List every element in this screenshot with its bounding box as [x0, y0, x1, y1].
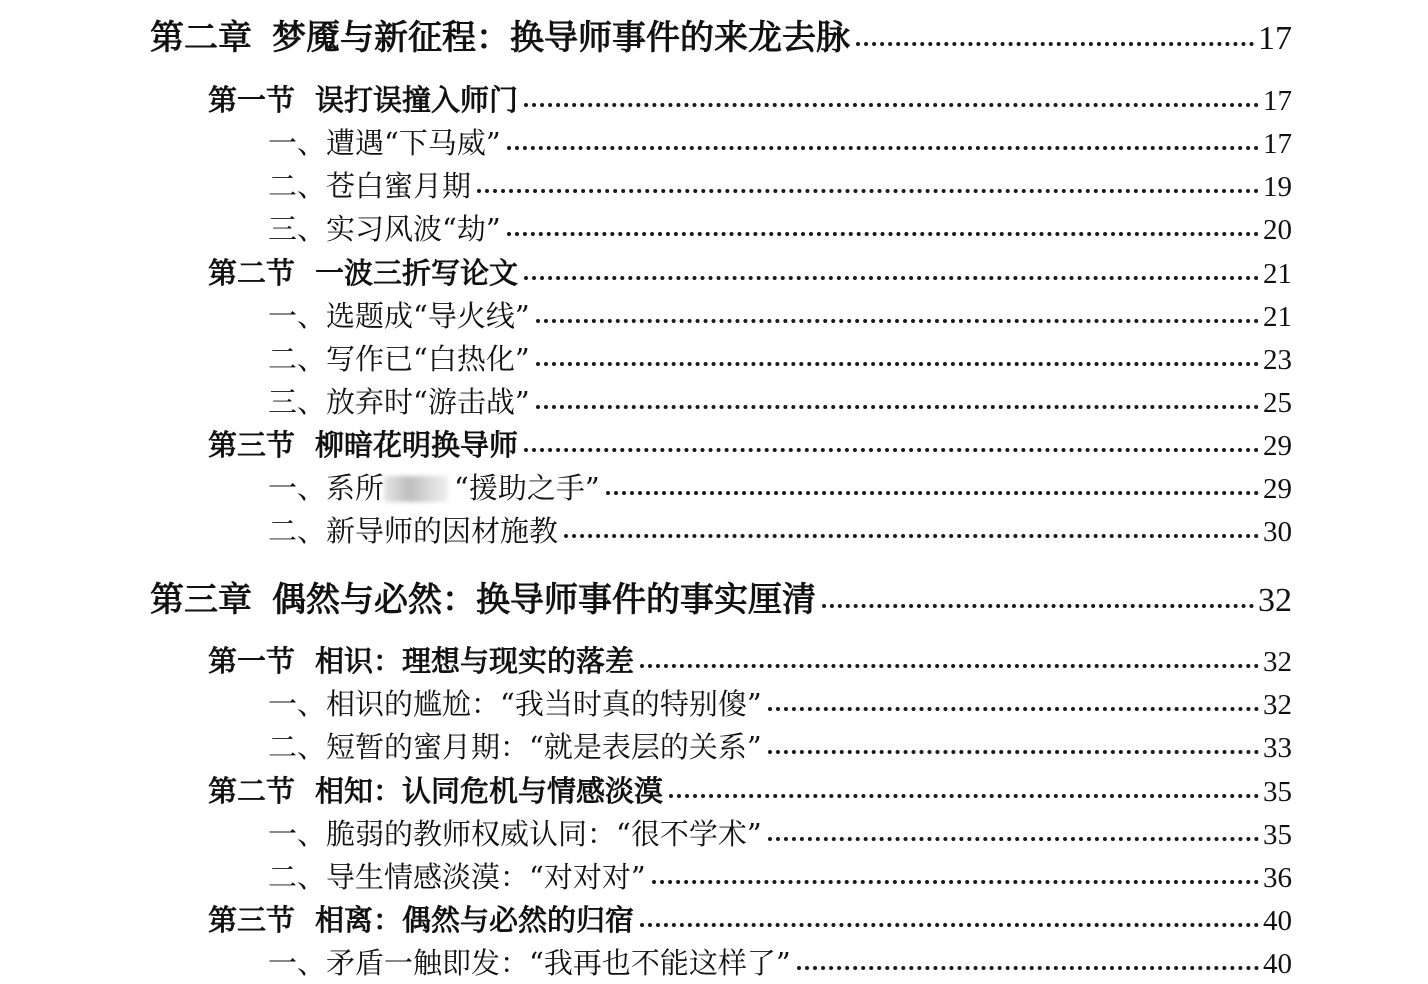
item-title: 二、写作已“白热化”: [268, 342, 530, 376]
toc-item[interactable]: [268, 380, 1292, 420]
dot-leader: [524, 276, 1259, 280]
toc-item[interactable]: [268, 509, 1292, 549]
toc-chapter-3[interactable]: [150, 572, 1292, 620]
section-title: 第二节 一波三折写论文: [208, 256, 519, 290]
item-title: 一、遭遇“下马威”: [268, 126, 501, 160]
page-number: 40: [1263, 948, 1292, 980]
page-number: 17: [1263, 128, 1292, 160]
dot-leader: [640, 923, 1259, 927]
dot-leader: [477, 189, 1259, 193]
toc-item[interactable]: [268, 337, 1292, 377]
item-title: 三、放弃时“游击战”: [268, 385, 530, 419]
dot-leader: [640, 664, 1259, 668]
page-number: 29: [1263, 430, 1292, 462]
toc-item[interactable]: [268, 121, 1292, 161]
section-title: 第三节 相离：偶然与必然的归宿: [208, 903, 635, 937]
item-title: 二、短暂的蜜月期：“就是表层的关系”: [268, 730, 762, 764]
page-number: 40: [1263, 905, 1292, 937]
page-number: 32: [1258, 582, 1292, 619]
dot-leader: [856, 42, 1254, 46]
page-number: 17: [1263, 85, 1292, 117]
item-title: 一、相识的尴尬：“我当时真的特别傻”: [268, 687, 762, 721]
item-title: 一、系所 “援助之手”: [268, 471, 600, 505]
dot-leader: [507, 146, 1259, 150]
dot-leader: [768, 707, 1259, 711]
toc-item[interactable]: [268, 725, 1292, 765]
item-title: 三、实习风波“劫”: [268, 212, 501, 246]
dot-leader: [768, 837, 1259, 841]
toc-item[interactable]: [268, 294, 1292, 334]
dot-leader: [536, 405, 1259, 409]
dot-leader: [669, 794, 1259, 798]
toc-section[interactable]: [208, 639, 1292, 679]
toc-section[interactable]: [208, 898, 1292, 938]
dot-leader: [536, 319, 1259, 323]
page-number: 23: [1263, 344, 1292, 376]
page-number: 21: [1263, 301, 1292, 333]
page-number: 17: [1258, 20, 1292, 57]
dot-leader: [524, 448, 1259, 452]
section-title: 第一节 相识：理想与现实的落差: [208, 644, 635, 678]
toc-item[interactable]: [268, 855, 1292, 895]
toc-item[interactable]: [268, 682, 1292, 722]
toc-section[interactable]: [208, 78, 1292, 118]
page-number: 32: [1263, 689, 1292, 721]
item-title: 二、新导师的因材施教: [268, 514, 559, 548]
toc-section[interactable]: [208, 423, 1292, 463]
page-number: 35: [1263, 819, 1292, 851]
toc-chapter-2[interactable]: [150, 10, 1292, 58]
dot-leader: [524, 103, 1259, 107]
page-number: 21: [1263, 258, 1292, 290]
item-title: 一、脆弱的教师权威认同：“很不学术”: [268, 817, 762, 851]
section-title: 第二节 相知：认同危机与情感淡漠: [208, 774, 664, 808]
section-title: 第三节 柳暗花明换导师: [208, 428, 519, 462]
toc-item[interactable]: [268, 164, 1292, 204]
dot-leader: [507, 232, 1259, 236]
chapter-title: 第二章 梦魇与新征程：换导师事件的来龙去脉: [150, 18, 850, 58]
page-number: 19: [1263, 171, 1292, 203]
item-title: 二、苍白蜜月期: [268, 169, 472, 203]
section-title: 第一节 误打误撞入师门: [208, 83, 519, 117]
dot-leader: [822, 604, 1254, 608]
page-number: 30: [1263, 516, 1292, 548]
item-title: 一、矛盾一触即发：“我再也不能这样了”: [268, 946, 791, 980]
dot-leader: [606, 491, 1259, 495]
toc-item[interactable]: [268, 941, 1292, 981]
toc-section[interactable]: [208, 251, 1292, 291]
dot-leader: [652, 880, 1259, 884]
redacted-blur: [384, 476, 448, 502]
toc-item[interactable]: [268, 812, 1292, 852]
page-number: 29: [1263, 473, 1292, 505]
toc-item[interactable]: [268, 207, 1292, 247]
dot-leader: [536, 362, 1259, 366]
page-number: 33: [1263, 732, 1292, 764]
dot-leader: [797, 966, 1259, 970]
toc-section[interactable]: [208, 769, 1292, 809]
item-title: 一、选题成“导火线”: [268, 299, 530, 333]
item-title: 二、导生情感淡漠：“对对对”: [268, 860, 646, 894]
page-number: 32: [1263, 646, 1292, 678]
page-number: 20: [1263, 214, 1292, 246]
chapter-title: 第三章 偶然与必然：换导师事件的事实厘清: [150, 580, 816, 620]
toc-item[interactable]: [268, 466, 1292, 506]
page-number: 35: [1263, 776, 1292, 808]
page-number: 36: [1263, 862, 1292, 894]
dot-leader: [768, 750, 1259, 754]
dot-leader: [564, 534, 1259, 538]
page-number: 25: [1263, 387, 1292, 419]
